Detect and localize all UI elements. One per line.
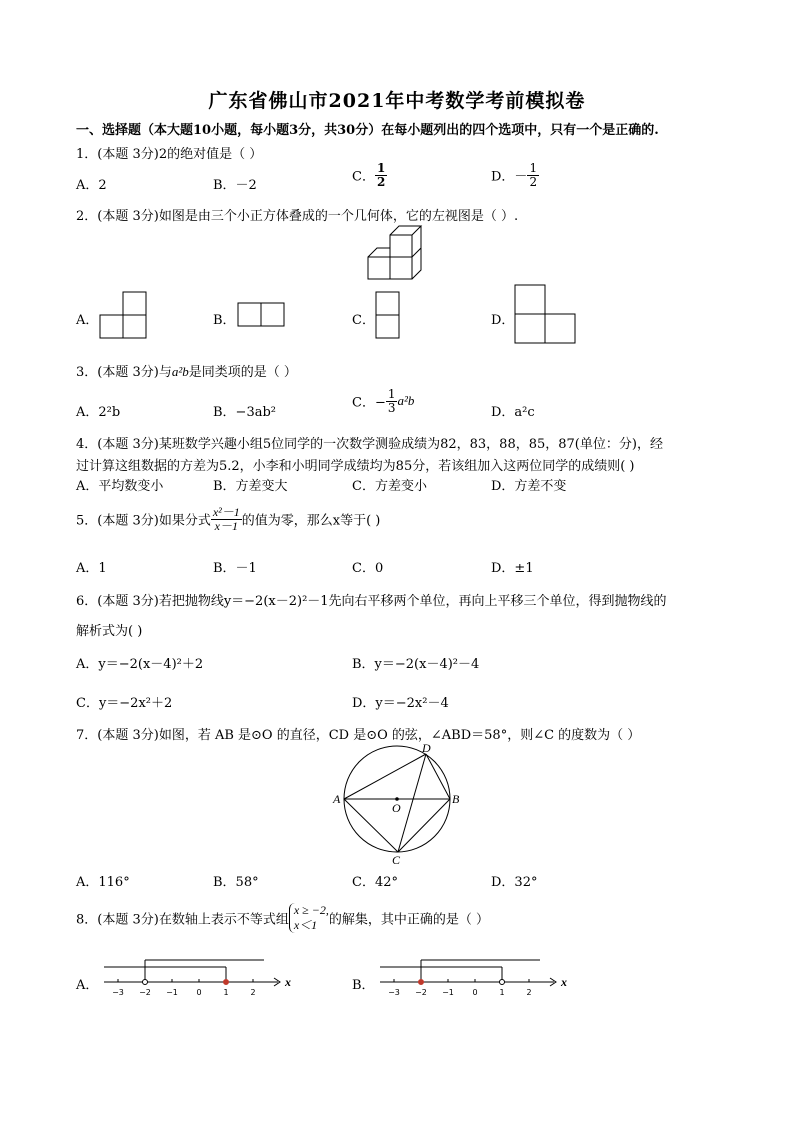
- q5-option-d: D．±1: [491, 561, 534, 576]
- q2-cube-figure: [364, 222, 426, 282]
- q3-option-b: B．−3ab²: [213, 405, 277, 420]
- endpoint-minus-2: [143, 980, 148, 985]
- q1-stem: 1．(本题 3分)2的绝对值是（ ）: [76, 147, 263, 162]
- q5-option-c: C．0: [352, 561, 384, 576]
- q8-stem: 8．(本题 3分)在数轴上表示不等式组 x ≥ −2, x＜1 的解集，其中正确的是（ ）: [76, 903, 489, 932]
- q4-option-c: C．方差变小: [352, 479, 427, 494]
- axis-tick-label: −1: [166, 988, 178, 997]
- q2-option-a: A．: [76, 313, 99, 328]
- q3-option-c: C．− $\frac{1}{3}$ a²b: [352, 387, 415, 415]
- q7-label-a: A: [333, 792, 341, 806]
- q5-option-b: B．－1: [213, 561, 257, 576]
- q6-option-d: D．y＝−2x²－4: [352, 696, 449, 711]
- q8-option-a-numberline: [104, 955, 300, 1003]
- q8-option-b: B．: [352, 978, 375, 993]
- endpoint-1: [224, 980, 229, 985]
- q1-option-d: D．－ $\frac{1}{2}$: [491, 161, 538, 189]
- q4-option-a: A．平均数变小: [76, 479, 164, 494]
- axis-tick-label: −2: [415, 988, 427, 997]
- q3-option-a: A．2²b: [76, 405, 121, 420]
- q7-label-d: D: [422, 741, 431, 755]
- q7-label-b: B: [452, 792, 460, 806]
- q8-option-a: A．: [76, 978, 99, 993]
- endpoint-minus-2: [419, 980, 424, 985]
- q2-option-d: D．: [491, 313, 515, 328]
- section-heading: 一、选择题（本大题10小题，每小题3分，共30分）在每小题列出的四个选项中，只有一个是正确的.: [76, 123, 659, 138]
- q2-option-a-figure: [99, 291, 149, 339]
- page-title: 广东省佛山市2021年中考数学考前模拟卷: [208, 90, 586, 112]
- q2-option-b: B．: [213, 313, 236, 328]
- axis-tick-label: 2: [526, 988, 532, 997]
- q6-option-b: B．y＝−2(x－4)²－4: [352, 657, 480, 672]
- q7-option-c: C．42°: [352, 875, 398, 890]
- q4-stem-line2: 过计算这组数据的方差为5.2，小李和小明同学成绩均为85分，若该组加入这两位同学的成绩则( ): [76, 459, 635, 474]
- q6-stem-line2: 解析式为( ): [76, 624, 143, 639]
- q2-option-c: C．: [352, 313, 375, 328]
- q5-stem: 5．(本题 3分)如果分式 $\frac{\text{x²－1}}{x-1}$ 的值为零，那么x等于( ): [76, 505, 381, 533]
- axis-tick-label: 0: [472, 988, 478, 997]
- endpoint-1: [500, 980, 505, 985]
- q6-option-c: C．y＝−2x²＋2: [76, 696, 173, 711]
- q7-option-d: D．32°: [491, 875, 538, 890]
- q4-option-d: D．方差不变: [491, 479, 567, 494]
- q1-option-c: C． $\frac{1}{2}$: [352, 161, 386, 189]
- axis-tick-label: −1: [442, 988, 454, 997]
- axis-tick-label: 1: [499, 988, 505, 997]
- q7-stem: 7．(本题 3分)如图，若 AB 是⊙O 的直径，CD 是⊙O 的弦，∠ABD＝58°，则∠C 的度数为（ ）: [76, 728, 641, 743]
- q7-option-b: B．58°: [213, 875, 259, 890]
- q6-option-a: A．y＝−2(x－4)²＋2: [76, 657, 204, 672]
- q1-option-a: A．2: [76, 178, 107, 193]
- q2-option-c-figure: [375, 291, 401, 339]
- q2-option-b-figure: [237, 302, 287, 328]
- q7-option-a: A．116°: [76, 875, 130, 890]
- q2-stem: 2．(本题 3分)如图是由三个小正方体叠成的一个几何体，它的左视图是（ ）.: [76, 209, 519, 224]
- q3-stem: 3．(本题 3分)与a²b是同类项的是（ ）: [76, 364, 297, 380]
- axis-tick-label: −2: [139, 988, 151, 997]
- axis-tick-label: 0: [196, 988, 202, 997]
- q3-option-d: D．a²c: [491, 405, 535, 420]
- q1-option-b: B．－2: [213, 178, 257, 193]
- axis-name: x: [561, 975, 567, 989]
- q7-circle-figure: [330, 740, 465, 865]
- q7-label-c: C: [392, 853, 401, 865]
- axis-tick-label: 1: [223, 988, 229, 997]
- q5-option-a: A．1: [76, 561, 107, 576]
- axis-tick-label: −3: [112, 988, 124, 997]
- axis-tick-label: 2: [250, 988, 256, 997]
- q6-stem-line1: 6．(本题 3分)若把抛物线y＝−2(x－2)²－1先向右平移两个单位，再向上平移三个单位，得到抛物线的: [76, 594, 667, 609]
- axis-name: x: [285, 975, 291, 989]
- q7-label-o: O: [392, 801, 401, 815]
- q4-option-b: B．方差变大: [213, 479, 288, 494]
- q4-stem-line1: 4．(本题 3分)某班数学兴趣小组5位同学的一次数学测验成绩为82，83，88，85，87(单位：分)，经: [76, 437, 663, 452]
- q2-option-d-figure: [514, 284, 578, 346]
- axis-tick-label: −3: [388, 988, 400, 997]
- q8-option-b-numberline: [380, 955, 576, 1003]
